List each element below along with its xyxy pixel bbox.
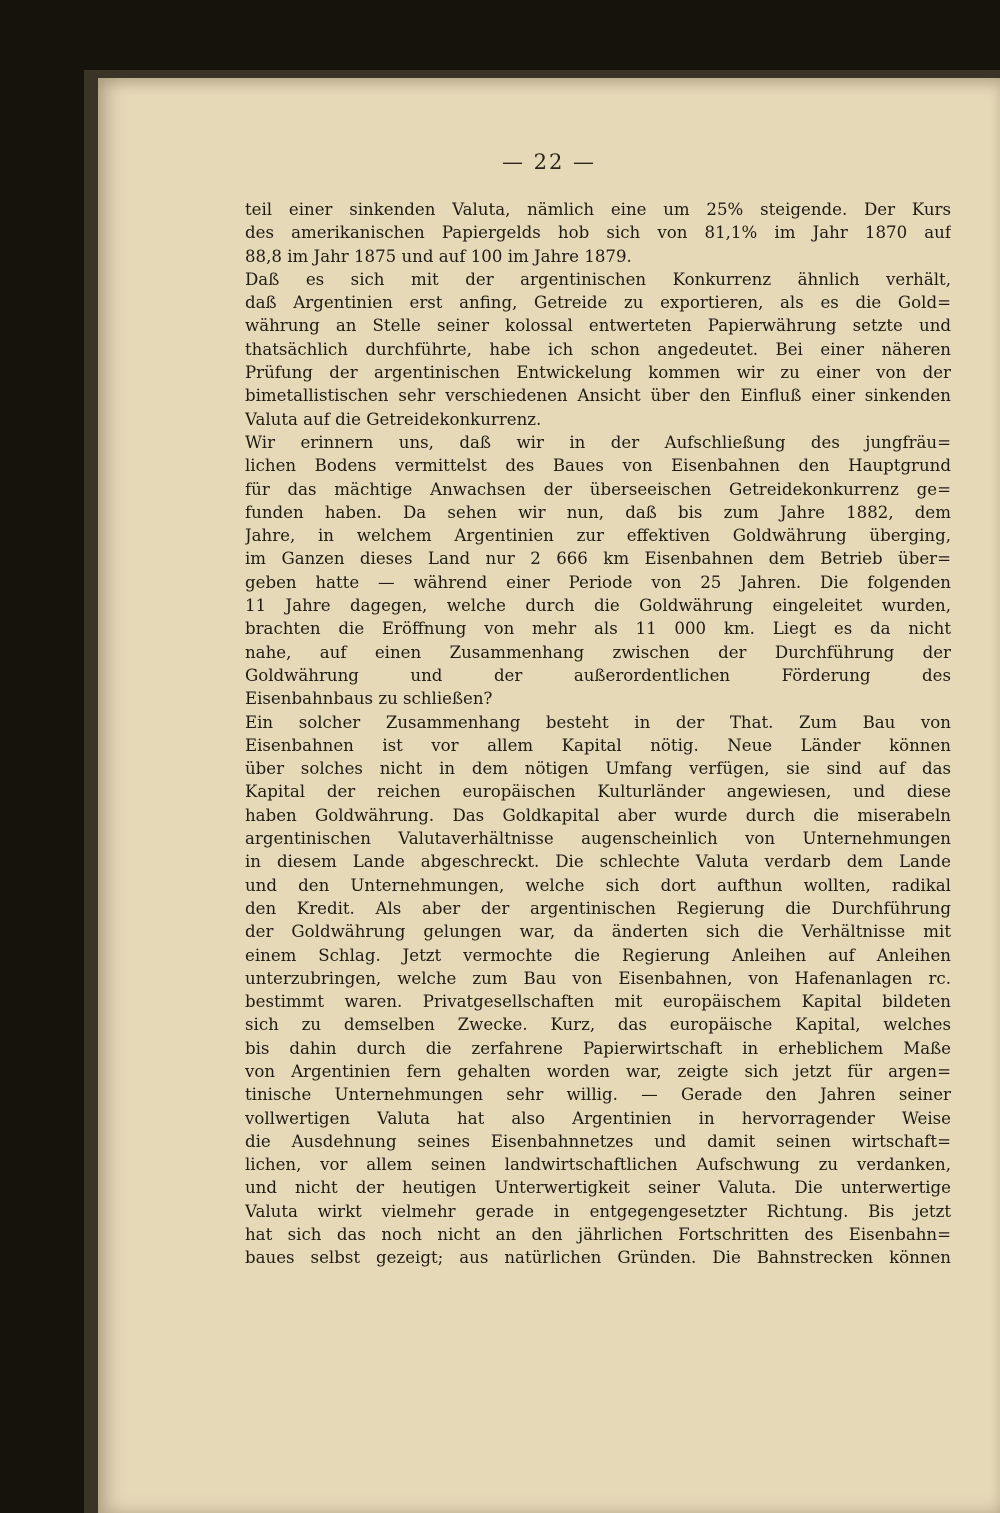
text-line: Valuta wirkt vielmehr gerade in entgegengesetzter Richtung. Bis jetzt <box>245 1201 951 1221</box>
page-number: — 22 — <box>501 150 597 174</box>
text-line: argentinischen Valutaverhältnisse augenscheinlich von Unternehmungen <box>245 829 951 849</box>
text-line: über solches nicht in dem nötigen Umfang verfügen, sie sind auf das <box>245 759 951 779</box>
text-line: Wir erinnern uns, daß wir in der Aufschließung des jungfräu= <box>245 432 951 452</box>
text-line: nahe, auf einen Zusammenhang zwischen der Durchführung der <box>245 642 951 662</box>
text-line: Eisenbahnen ist vor allem Kapital nötig. Neue Länder können <box>245 735 951 755</box>
text-line: Goldwährung und der außerordentlichen Förderung des <box>245 665 951 685</box>
text-line: 88,8 im Jahr 1875 und auf 100 im Jahre 1879. <box>245 246 632 266</box>
text-line: und nicht der heutigen Unterwertigkeit seiner Valuta. Die unterwertige <box>245 1178 951 1198</box>
text-line: den Kredit. Als aber der argentinischen Regierung die Durchführung <box>245 898 951 918</box>
text-line: brachten die Eröffnung von mehr als 11 000 km. Liegt es da nicht <box>245 619 951 639</box>
text-line: bis dahin durch die zerfahrene Papierwirtschaft in erheblichem Maße <box>245 1038 951 1058</box>
text-line: von Argentinien fern gehalten worden war, zeigte sich jetzt für argen= <box>245 1061 951 1081</box>
text-line: tinische Unternehmungen sehr willig. — Gerade den Jahren seiner <box>245 1085 951 1105</box>
text-line: und den Unternehmungen, welche sich dort aufthun wollten, radikal <box>245 875 951 895</box>
text-line: hat sich das noch nicht an den jährlichen Fortschritten des Eisenbahn= <box>245 1225 951 1245</box>
text-line: währung an Stelle seiner kolossal entwerteten Papierwährung setzte und <box>245 316 951 336</box>
text-line: daß Argentinien erst anfing, Getreide zu exportieren, als es die Gold= <box>245 293 951 313</box>
text-line: des amerikanischen Papiergelds hob sich von 81,1% im Jahr 1870 auf <box>245 223 951 243</box>
text-line: thatsächlich durchführte, habe ich schon angedeutet. Bei einer näheren <box>245 339 951 359</box>
text-line: teil einer sinkenden Valuta, nämlich eine um 25% steigende. Der Kurs <box>245 200 951 219</box>
text-line: im Ganzen dieses Land nur 2 666 km Eisenbahnen dem Betrieb über= <box>245 549 951 569</box>
text-line: unterzubringen, welche zum Bau von Eisenbahnen, von Hafenanlagen rc. <box>245 968 951 988</box>
text-line: vollwertigen Valuta hat also Argentinien in hervorragender Weise <box>245 1108 951 1128</box>
text-line: baues selbst gezeigt; aus natürlichen Gründen. Die Bahnstrecken können <box>245 1248 951 1268</box>
book-page <box>98 78 1000 1513</box>
text-line: haben Goldwährung. Das Goldkapital aber wurde durch die miserabeln <box>245 805 951 825</box>
text-line: bimetallistischen sehr verschiedenen Ansicht über den Einfluß einer sinkenden <box>245 386 951 406</box>
text-line: für das mächtige Anwachsen der überseeischen Getreidekonkurrenz ge= <box>245 479 951 499</box>
body-text <box>245 198 951 1270</box>
text-line: einem Schlag. Jetzt vermochte die Regierung Anleihen auf Anleihen <box>245 945 951 965</box>
text-line: Daß es sich mit der argentinischen Konkurrenz ähnlich verhält, <box>245 269 951 289</box>
text-line: 11 Jahre dagegen, welche durch die Goldwährung eingeleitet wurden, <box>245 596 951 616</box>
text-line: der Goldwährung gelungen war, da änderten sich die Verhältnisse mit <box>245 922 951 942</box>
text-line: die Ausdehnung seines Eisenbahnnetzes und damit seinen wirtschaft= <box>245 1131 951 1151</box>
text-line: Jahre, in welchem Argentinien zur effektiven Goldwährung überging, <box>245 526 951 546</box>
text-line: Ein solcher Zusammenhang besteht in der That. Zum Bau von <box>245 712 951 732</box>
text-line: Prüfung der argentinischen Entwickelung kommen wir zu einer von der <box>245 363 951 383</box>
text-line: sich zu demselben Zwecke. Kurz, das europäische Kapital, welches <box>245 1015 951 1035</box>
text-line: in diesem Lande abgeschreckt. Die schlechte Valuta verdarb dem Lande <box>245 852 951 872</box>
text-line: lichen, vor allem seinen landwirtschaftlichen Aufschwung zu verdanken, <box>245 1155 951 1175</box>
text-line: geben hatte — während einer Periode von 25 Jahren. Die folgenden <box>245 572 951 592</box>
text-line: lichen Bodens vermittelst des Baues von Eisenbahnen den Hauptgrund <box>245 456 951 476</box>
text-line: Eisenbahnbaus zu schließen? <box>245 689 493 709</box>
text-line: Kapital der reichen europäischen Kulturländer angewiesen, und diese <box>245 782 951 802</box>
text-line: funden haben. Da sehen wir nun, daß bis zum Jahre 1882, dem <box>245 502 951 522</box>
text-line: bestimmt waren. Privatgesellschaften mit europäischem Kapital bildeten <box>245 992 951 1012</box>
text-line: Valuta auf die Getreidekonkurrenz. <box>245 409 542 429</box>
